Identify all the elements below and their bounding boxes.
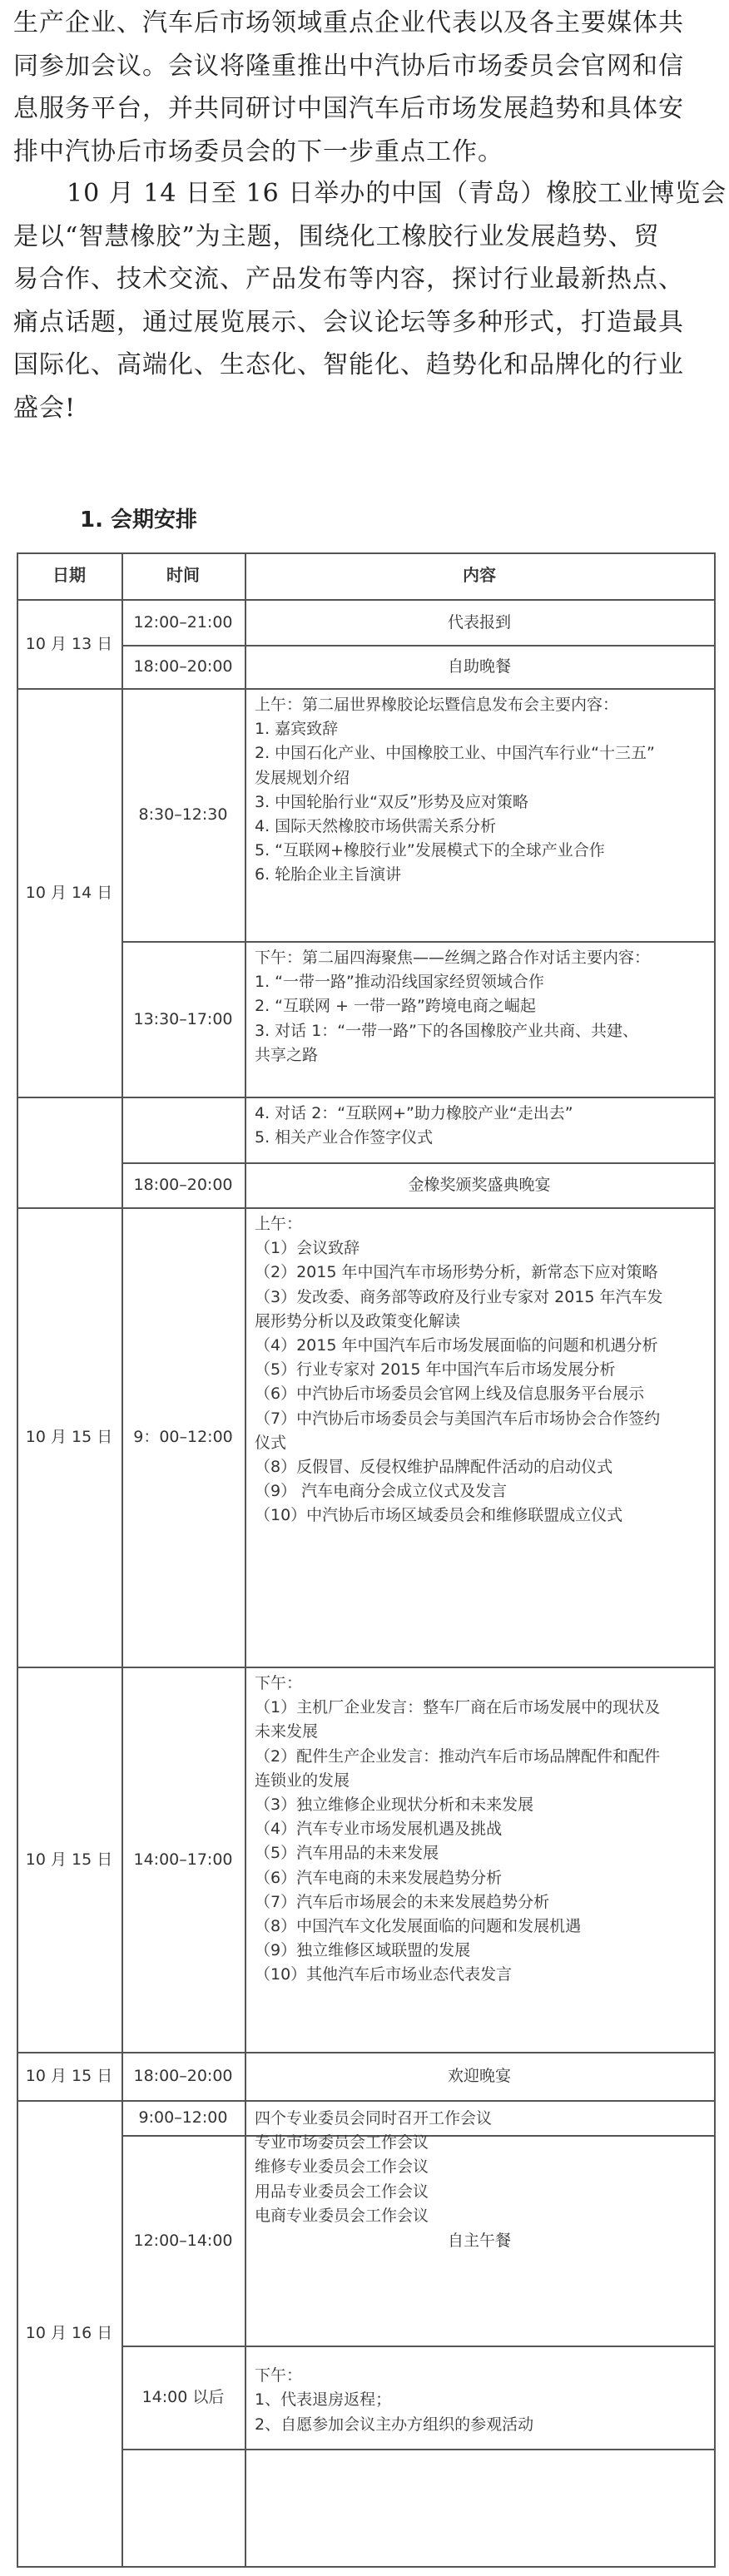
time-cell: 9：00–12:00 [133, 1428, 233, 1446]
table-row-divider [122, 645, 714, 646]
date-cell: 10 月 15 日 [25, 2067, 113, 2085]
content-line: （1）主机厂企业发言：整车厂商在后市场发展中的现状及 [255, 1698, 661, 1717]
content-line: （10）中汽协后市场区域委员会和维修联盟成立仪式 [255, 1506, 623, 1525]
content-line: （5）汽车用品的未来发展 [255, 1844, 439, 1863]
content-line: 4. 对话 2：“互联网+”助力橡胶产业“走出去” [255, 1104, 573, 1122]
content-line: （10）其他汽车后市场业态代表发言 [255, 1965, 513, 1984]
content-line: 上午：第二届世界橡胶论坛暨信息发布会主要内容： [255, 696, 619, 714]
table-row-divider [122, 941, 714, 943]
content-line: 共享之路 [255, 1045, 319, 1064]
content-line: 2、自愿参加会议主办方组织的参观活动 [255, 2415, 534, 2434]
content-line: （7）中汽协后市场委员会与美国汽车后市场协会合作签约 [255, 1409, 661, 1428]
content-line: 仪式 [255, 1433, 287, 1452]
content-line: （4）汽车专业市场发展机遇及挑战 [255, 1820, 503, 1839]
content-line: （6）中汽协后市场委员会官网上线及信息服务平台展示 [255, 1385, 645, 1404]
content-line: 5. “互联网+橡胶行业”发展模式下的全球产业合作 [255, 841, 605, 860]
text-line: 国际化、高端化、生态化、智能化、趋势化和品牌化的行业 [13, 350, 684, 379]
date-cell: 10 月 15 日 [25, 1850, 113, 1869]
time-cell: 13:30–17:00 [133, 1009, 233, 1028]
table-row-divider [17, 1207, 714, 1209]
content-cell: 自主午餐 [447, 2231, 511, 2250]
date-cell: 10 月 15 日 [25, 1428, 113, 1446]
content-line: 用品专业委员会工作会议 [255, 2182, 429, 2201]
time-cell: 14:00–17:00 [133, 1850, 233, 1869]
text-line: 易合作、技术交流、产品发布等内容，探讨行业最新热点、 [13, 265, 684, 294]
content-line: 发展规划介绍 [255, 768, 350, 787]
table-row-divider [17, 2100, 714, 2102]
content-line: 1、代表退房返程； [255, 2390, 392, 2410]
table-row-divider [17, 2052, 714, 2053]
text-line: 生产企业、汽车后市场领域重点企业代表以及各主要媒体共 [13, 8, 684, 37]
text-line: 10 月 14 日至 16 日举办的中国（青岛）橡胶工业博览会 [67, 179, 727, 208]
content-line: 未来发展 [255, 1722, 319, 1741]
table-header-cell: 时间 [166, 565, 200, 585]
content-line: 下午： [255, 2366, 303, 2385]
content-line: （4）2015 年中国汽车后市场发展面临的问题和机遇分析 [255, 1336, 658, 1355]
content-line: 维修专业委员会工作会议 [255, 2157, 429, 2177]
content-line: 6. 轮胎企业主旨演讲 [255, 865, 402, 884]
time-cell: 18:00–20:00 [133, 1176, 233, 1194]
content-line: （2）2015 年中国汽车市场形势分析，新常态下应对策略 [255, 1263, 658, 1282]
date-cell: 10 月 16 日 [25, 2324, 113, 2342]
content-line: （9）独立维修区域联盟的发展 [255, 1941, 471, 1960]
content-cell: 金橡奖颁奖盛典晚宴 [408, 1176, 551, 1194]
content-line: 专业市场委员会工作会议 [255, 2133, 429, 2152]
content-line: 1. “一带一路”推动沿线国家经贸领域合作 [255, 973, 544, 992]
intro-paragraph-2 [13, 172, 727, 429]
text-line: 痛点话题，通过展览展示、会议论坛等多种形式，打造最具 [13, 307, 684, 337]
content-line: 3. 中国轮胎行业“双反”形势及应对策略 [255, 792, 528, 811]
content-line: （9） 汽车电商分会成立仪式及发言 [255, 1482, 508, 1501]
content-line: 1. 嘉宾致辞 [255, 720, 339, 739]
table-row-divider [17, 1667, 714, 1668]
content-line: 上午： [255, 1215, 303, 1233]
table-row-divider [17, 599, 714, 601]
content-line: 展形势分析以及政策变化解读 [255, 1311, 461, 1330]
text-line: 排中汽协后市场委员会的下一步重点工作。 [13, 136, 503, 166]
table-header-cell: 日期 [52, 565, 86, 585]
time-cell: 18:00–20:00 [133, 657, 233, 676]
table-col-divider [122, 552, 123, 2566]
time-cell: 9:00–12:00 [138, 2108, 228, 2127]
date-cell: 10 月 14 日 [25, 883, 113, 902]
table-border-bottom [17, 2566, 714, 2568]
table-row-divider [122, 1162, 714, 1164]
table-row-divider [17, 688, 714, 690]
content-line: 5. 相关产业合作签字仪式 [255, 1128, 434, 1147]
text-line: 同参加会议。会议将隆重推出中汽协后市场委员会官网和信 [13, 51, 684, 81]
content-line: （3）独立维修企业现状分析和未来发展 [255, 1796, 534, 1814]
content-line: 下午： [255, 1674, 303, 1692]
time-cell: 12:00–21:00 [133, 612, 233, 632]
content-line: 3. 对话 1：“一带一路”下的各国橡胶产业共商、共建、 [255, 1021, 638, 1040]
content-line: 电商专业委员会工作会议 [255, 2206, 429, 2225]
content-cell: 代表报到 [447, 612, 511, 632]
date-cell: 10 月 13 日 [25, 634, 113, 653]
content-cell: 自助晚餐 [447, 657, 511, 676]
table-row-divider [122, 2449, 714, 2450]
content-line: （5）行业专家对 2015 年中国汽车后市场发展分析 [255, 1360, 616, 1380]
section-heading: 1. 会期安排 [80, 508, 198, 533]
text-line: 息服务平台，并共同研讨中国汽车后市场发展趋势和具体安 [13, 94, 684, 123]
time-cell: 14:00 以后 [141, 2388, 225, 2406]
content-line: 四个专业委员会同时召开工作会议 [255, 2109, 493, 2128]
content-line: 2. “互联网 + 一带一路”跨境电商之崛起 [255, 997, 536, 1016]
time-cell: 8:30–12:30 [138, 805, 228, 824]
content-line: （6）汽车电商的未来发展趋势分析 [255, 1868, 503, 1887]
content-line: （1）会议致辞 [255, 1239, 360, 1258]
text-line: 盛会! [13, 393, 77, 423]
content-line: 连锁业的发展 [255, 1771, 350, 1790]
content-line: （8）中国汽车文化发展面临的问题和发展机遇 [255, 1917, 582, 1935]
content-line: 下午：第二届四海聚焦——丝绸之路合作对话主要内容： [255, 949, 651, 967]
table-header-cell: 内容 [463, 565, 496, 585]
content-line: 2. 中国石化产业、中国橡胶工业、中国汽车行业“十三五” [255, 744, 655, 763]
content-line: （2）配件生产企业发言：推动汽车后市场品牌配件和配件 [255, 1746, 661, 1766]
content-line: 4. 国际天然橡胶市场供需关系分析 [255, 817, 497, 835]
table-border-left [17, 552, 18, 2566]
table-col-divider [245, 552, 246, 2566]
time-cell: 18:00–20:00 [133, 2067, 233, 2085]
intro-paragraph-1 [13, 2, 716, 173]
content-line: （7）汽车后市场展会的未来发展趋势分析 [255, 1892, 550, 1911]
table-row-divider [122, 2346, 714, 2347]
content-line: （8）反假冒、反侵权维护品牌配件活动的启动仪式 [255, 1458, 613, 1476]
table-border-right [714, 552, 716, 2568]
content-cell: 欢迎晚宴 [447, 2067, 511, 2085]
table-row-divider [17, 1097, 714, 1098]
text-line: 是以“智慧橡胶”为主题，围绕化工橡胶行业发展趋势、贸 [13, 221, 660, 251]
time-cell: 12:00–14:00 [133, 2231, 233, 2250]
content-line: （3）发改委、商务部等政府及行业专家对 2015 年汽车发 [255, 1287, 663, 1306]
